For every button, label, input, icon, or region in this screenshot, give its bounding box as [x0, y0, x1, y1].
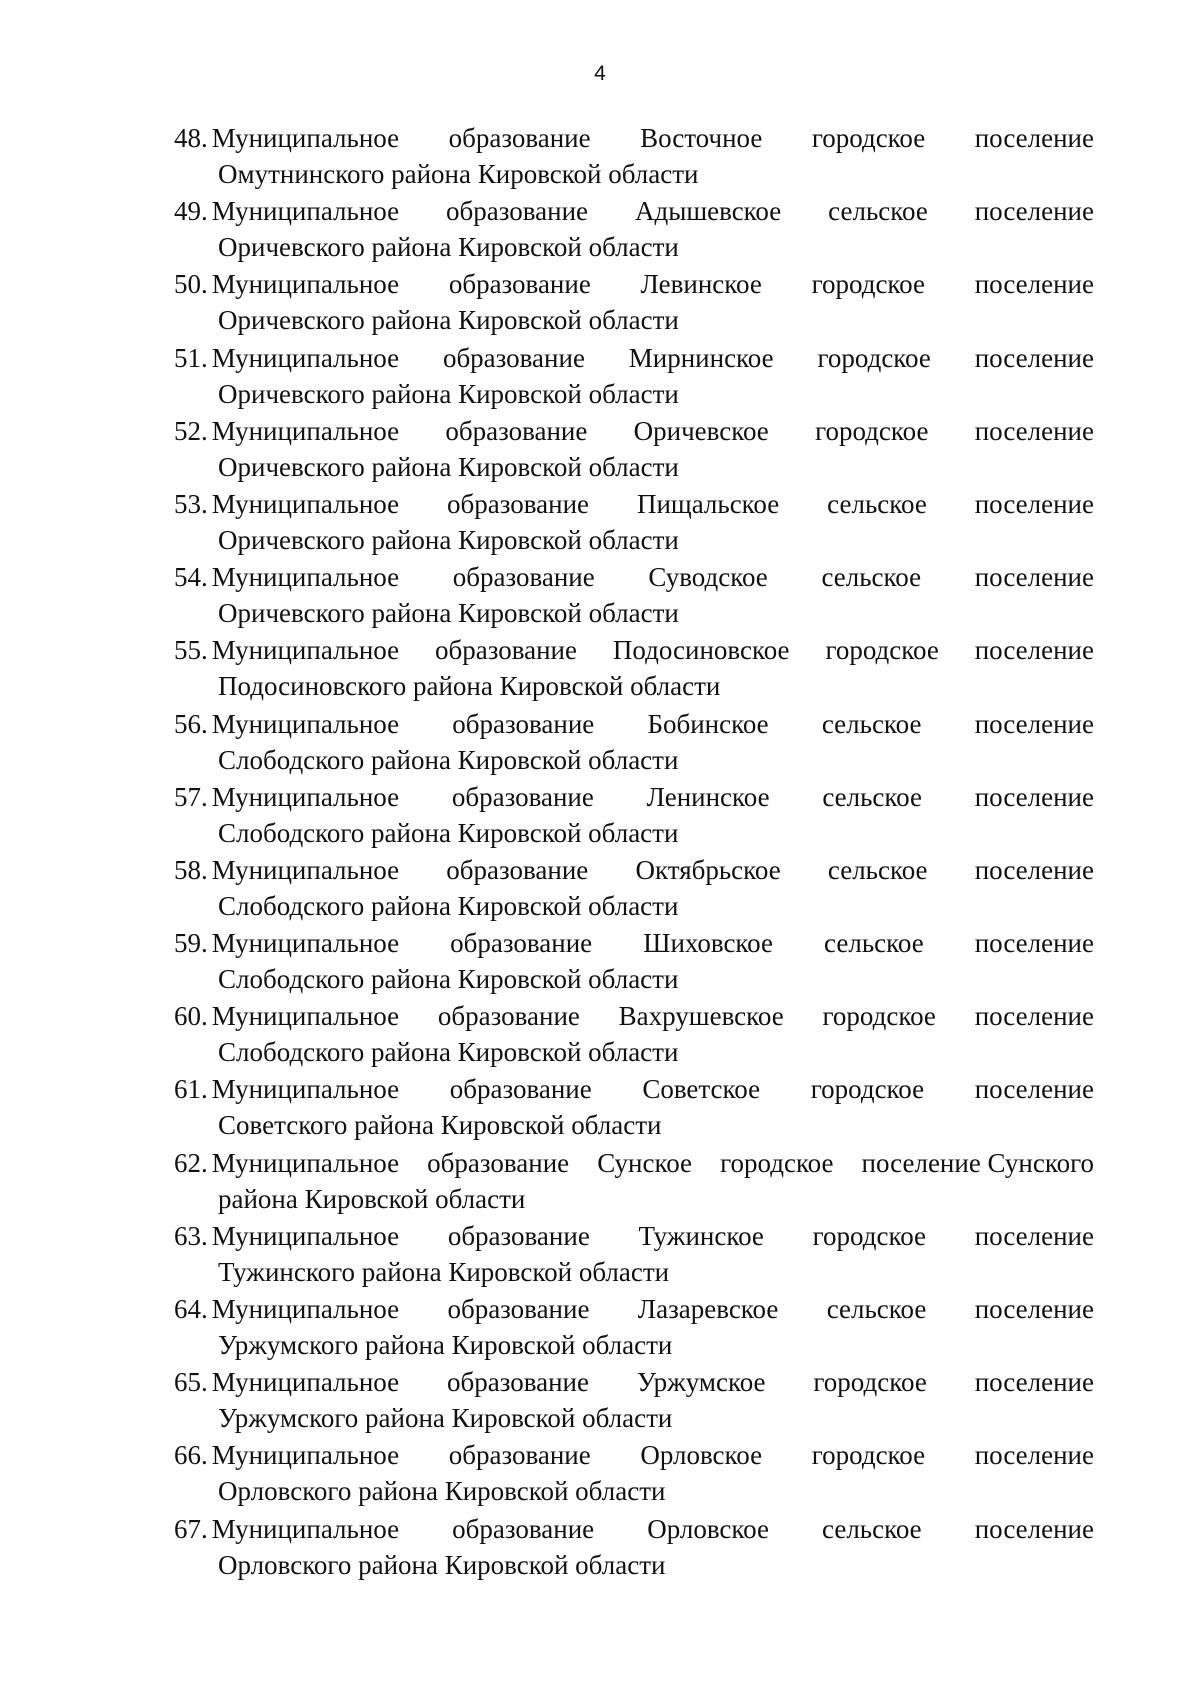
item-number: 54. [174, 562, 208, 593]
item-word-3: Мирнинское [628, 342, 774, 373]
item-word-1: Муниципальное [211, 1367, 400, 1398]
item-number: 65. [174, 1367, 208, 1398]
list-item [174, 706, 1094, 779]
item-word-5: поселение [974, 854, 1094, 885]
item-word-3: Суводское [648, 562, 768, 593]
list-item-first-line [174, 779, 1094, 815]
item-word-5: поселение [974, 635, 1094, 666]
item-word-1: Муниципальное [211, 1074, 400, 1105]
item-word-4: городское [822, 1001, 936, 1032]
list-item-first-line [174, 120, 1094, 156]
list-item [174, 486, 1094, 559]
item-number: 51. [174, 342, 208, 373]
item-word-2: образование [446, 854, 589, 885]
item-number: 48. [174, 123, 208, 153]
item-number: 66. [174, 1440, 208, 1471]
item-word-2: образование [448, 1440, 591, 1471]
item-number: 57. [174, 781, 208, 812]
item-word-4: сельское [821, 708, 922, 739]
list-item-lead [174, 1145, 399, 1181]
item-number: 67. [174, 1513, 208, 1544]
list-item-first-line [174, 266, 1094, 302]
list-item-lead [174, 1364, 399, 1400]
list-item-lead [174, 559, 399, 595]
item-word-1: Муниципальное [211, 269, 400, 300]
item-word-3: Советское [642, 1074, 761, 1105]
list-item [174, 1145, 1094, 1218]
item-word-5: поселение [974, 781, 1094, 812]
list-item [174, 998, 1094, 1071]
item-word-4: городское [810, 1074, 925, 1105]
item-number: 50. [174, 269, 208, 300]
item-word-5: поселение [974, 1367, 1094, 1398]
item-word-4: городское [815, 415, 929, 446]
item-word-2: образование [452, 562, 595, 593]
item-word-4: городское [811, 269, 925, 300]
item-number: 64. [174, 1294, 208, 1324]
list-item-lead [174, 1437, 399, 1473]
list-item-first-line [174, 1291, 1094, 1327]
item-word-2: образование [452, 708, 595, 739]
list-item-first-line [174, 559, 1094, 595]
item-word-5: поселение [974, 1074, 1094, 1105]
item-number: 60. [174, 1001, 208, 1032]
list-item-first-line [174, 925, 1094, 961]
item-word-5: поселение [974, 708, 1094, 739]
list-item [174, 413, 1094, 486]
item-word-3: Левинское [640, 269, 762, 300]
item-word-1: Муниципальное [211, 342, 400, 373]
item-word-3: Орловское [647, 1513, 769, 1544]
list-item [174, 266, 1094, 339]
item-word-4: сельское [821, 562, 922, 593]
item-continuation: Оричевского района Кировской области [218, 524, 679, 555]
item-word-1: Муниципальное [211, 123, 400, 153]
item-word-2: образование [448, 269, 591, 300]
item-word-5: поселение [974, 342, 1094, 373]
item-word-5: поселение Сунского [861, 1147, 1094, 1178]
item-continuation: Подосиновского района Кировской области [218, 671, 721, 702]
list-item [174, 559, 1094, 632]
item-continuation: Слободского района Кировской области [218, 964, 679, 995]
item-word-4: сельское [827, 488, 927, 519]
item-word-5: поселение [974, 1440, 1094, 1471]
list-item-lead [174, 779, 399, 815]
list-item-first-line [174, 486, 1094, 522]
item-word-4: городское [813, 1367, 927, 1398]
item-word-3: Октябрьское [635, 854, 781, 885]
item-word-5: поселение [974, 488, 1094, 519]
list-item-lead [174, 340, 399, 376]
list-item-first-line [174, 193, 1094, 229]
item-word-1: Муниципальное [211, 1294, 400, 1324]
item-word-5: поселение [974, 1294, 1094, 1324]
item-word-4: сельское [826, 1294, 927, 1324]
item-word-2: образование [446, 196, 589, 227]
item-word-1: Муниципальное [211, 781, 400, 812]
list-item-lead [174, 1218, 399, 1254]
item-number: 59. [174, 928, 208, 959]
item-word-3: Ленинское [646, 781, 770, 812]
list-item [174, 632, 1094, 705]
item-word-3: Уржумское [636, 1367, 766, 1398]
list-item-lead [174, 1291, 399, 1327]
item-word-1: Муниципальное [211, 1513, 400, 1544]
list-item-lead [174, 998, 399, 1034]
list-item [174, 1437, 1094, 1510]
list-item-first-line [174, 1071, 1094, 1107]
item-word-2: образование [435, 635, 577, 666]
list-item-lead [174, 193, 399, 229]
list-item [174, 120, 1094, 193]
list-item [174, 193, 1094, 266]
list-item-lead [174, 266, 399, 302]
list-item-lead [174, 1071, 399, 1107]
item-word-2: образование [452, 1513, 595, 1544]
item-word-1: Муниципальное [211, 1440, 400, 1471]
list-item-first-line [174, 632, 1094, 668]
item-word-1: Муниципальное [211, 488, 400, 519]
list-item [174, 779, 1094, 852]
list-item [174, 340, 1094, 413]
page-number: 4 [594, 62, 606, 85]
item-word-3: Пищальское [636, 488, 780, 519]
item-word-1: Муниципальное [211, 928, 400, 959]
item-word-1: Муниципальное [211, 1147, 400, 1178]
item-continuation: Слободского района Кировской области [218, 1037, 679, 1068]
list-item [174, 1071, 1094, 1144]
list-item [174, 1511, 1094, 1584]
item-number: 55. [174, 635, 208, 666]
item-word-2: образование [427, 1147, 570, 1178]
item-word-2: образование [442, 342, 585, 373]
item-number: 53. [174, 488, 208, 519]
item-word-5: поселение [974, 562, 1094, 593]
item-word-2: образование [450, 928, 593, 959]
item-word-4: сельское [822, 781, 922, 812]
item-number: 61. [174, 1074, 208, 1105]
item-word-2: образование [449, 1074, 592, 1105]
item-word-2: образование [447, 1220, 590, 1251]
item-number: 52. [174, 415, 208, 446]
item-word-5: поселение [974, 123, 1094, 153]
item-word-4: сельское [827, 854, 928, 885]
item-word-3: Лазаревское [637, 1294, 779, 1324]
item-word-4: городское [817, 342, 931, 373]
item-word-2: образование [437, 1001, 580, 1032]
item-number: 49. [174, 196, 208, 227]
item-word-3: Оричевское [633, 415, 769, 446]
list-item [174, 925, 1094, 998]
list-item-lead [174, 413, 399, 449]
item-word-3: Орловское [640, 1440, 763, 1471]
list-item-first-line [174, 706, 1094, 742]
list-item-first-line [174, 413, 1094, 449]
item-word-5: поселение [974, 928, 1094, 959]
item-word-2: образование [445, 415, 588, 446]
item-continuation: Оричевского района Кировской области [218, 378, 679, 409]
item-continuation: Слободского района Кировской области [218, 890, 679, 921]
list-item-lead [174, 632, 399, 668]
item-word-4: городское [812, 1220, 927, 1251]
item-continuation: Тужинского района Кировской области [218, 1256, 670, 1287]
item-word-3: Сунское [597, 1147, 693, 1178]
item-word-4: городское [720, 1147, 834, 1178]
item-word-5: поселение [974, 415, 1094, 446]
item-word-5: поселение [974, 269, 1094, 300]
item-continuation: Слободского района Кировской области [218, 744, 679, 775]
item-word-1: Муниципальное [211, 562, 400, 593]
item-word-2: образование [447, 488, 590, 519]
list-item-first-line [174, 1145, 1094, 1181]
item-continuation: Оричевского района Кировской области [218, 598, 679, 629]
list-item-lead [174, 925, 399, 961]
item-word-1: Муниципальное [211, 854, 400, 885]
list-item-lead [174, 1511, 399, 1547]
item-word-5: поселение [974, 1220, 1094, 1251]
list-item [174, 1364, 1094, 1437]
list-item-first-line [174, 852, 1094, 888]
item-word-4: городское [825, 635, 939, 666]
item-word-4: сельское [822, 1513, 922, 1544]
item-number: 63. [174, 1220, 208, 1251]
item-continuation: Слободского района Кировской области [218, 817, 679, 848]
item-continuation: Советского района Кировской области [218, 1110, 662, 1141]
item-word-1: Муниципальное [211, 196, 400, 227]
item-word-5: поселение [974, 1001, 1094, 1032]
item-word-3: Шиховское [643, 928, 773, 959]
list-item [174, 1291, 1094, 1364]
item-word-2: образование [451, 781, 594, 812]
item-word-4: сельское [824, 928, 924, 959]
list-item-first-line [174, 998, 1094, 1034]
list-item-first-line [174, 1437, 1094, 1473]
item-continuation: Орловского района Кировской области [218, 1476, 666, 1507]
item-continuation: Уржумского района Кировской области [218, 1330, 673, 1360]
item-word-3: Вахрушевское [618, 1001, 784, 1032]
item-word-5: поселение [974, 196, 1094, 227]
item-continuation: Оричевского района Кировской области [218, 305, 679, 336]
item-number: 58. [174, 854, 208, 885]
list-item-first-line [174, 1364, 1094, 1400]
item-continuation: Уржумского района Кировской области [218, 1403, 673, 1434]
item-word-4: сельское [828, 196, 928, 227]
item-continuation: района Кировской области [218, 1183, 526, 1214]
item-word-1: Муниципальное [211, 415, 400, 446]
item-continuation: Орловского района Кировской области [218, 1549, 666, 1580]
item-word-5: поселение [974, 1513, 1094, 1544]
list-item-lead [174, 486, 399, 522]
item-continuation: Омутнинского района Кировской области [218, 159, 699, 189]
municipality-list [174, 120, 1094, 1584]
list-item-lead [174, 852, 399, 888]
list-item [174, 1218, 1094, 1291]
item-word-1: Муниципальное [211, 1001, 400, 1032]
item-continuation: Оричевского района Кировской области [218, 232, 679, 263]
item-word-3: Тужинское [638, 1220, 764, 1251]
item-word-1: Муниципальное [211, 708, 400, 739]
item-word-2: образование [448, 123, 591, 153]
item-word-4: городское [811, 1440, 926, 1471]
item-word-4: городское [811, 123, 926, 153]
item-word-1: Муниципальное [211, 1220, 400, 1251]
item-word-1: Муниципальное [211, 635, 400, 666]
item-word-2: образование [446, 1367, 589, 1398]
item-continuation: Оричевского района Кировской области [218, 451, 679, 482]
list-item-first-line [174, 340, 1094, 376]
item-word-2: образование [447, 1294, 590, 1324]
item-word-3: Восточное [640, 123, 763, 153]
item-word-3: Подосиновское [612, 635, 790, 666]
item-number: 56. [174, 708, 208, 739]
list-item-first-line [174, 1218, 1094, 1254]
item-word-3: Адышевское [634, 196, 782, 227]
item-word-3: Бобинское [647, 708, 769, 739]
list-item [174, 852, 1094, 925]
list-item-lead [174, 706, 399, 742]
list-item-first-line [174, 1511, 1094, 1547]
list-item-lead [174, 120, 399, 156]
item-number: 62. [174, 1147, 208, 1178]
